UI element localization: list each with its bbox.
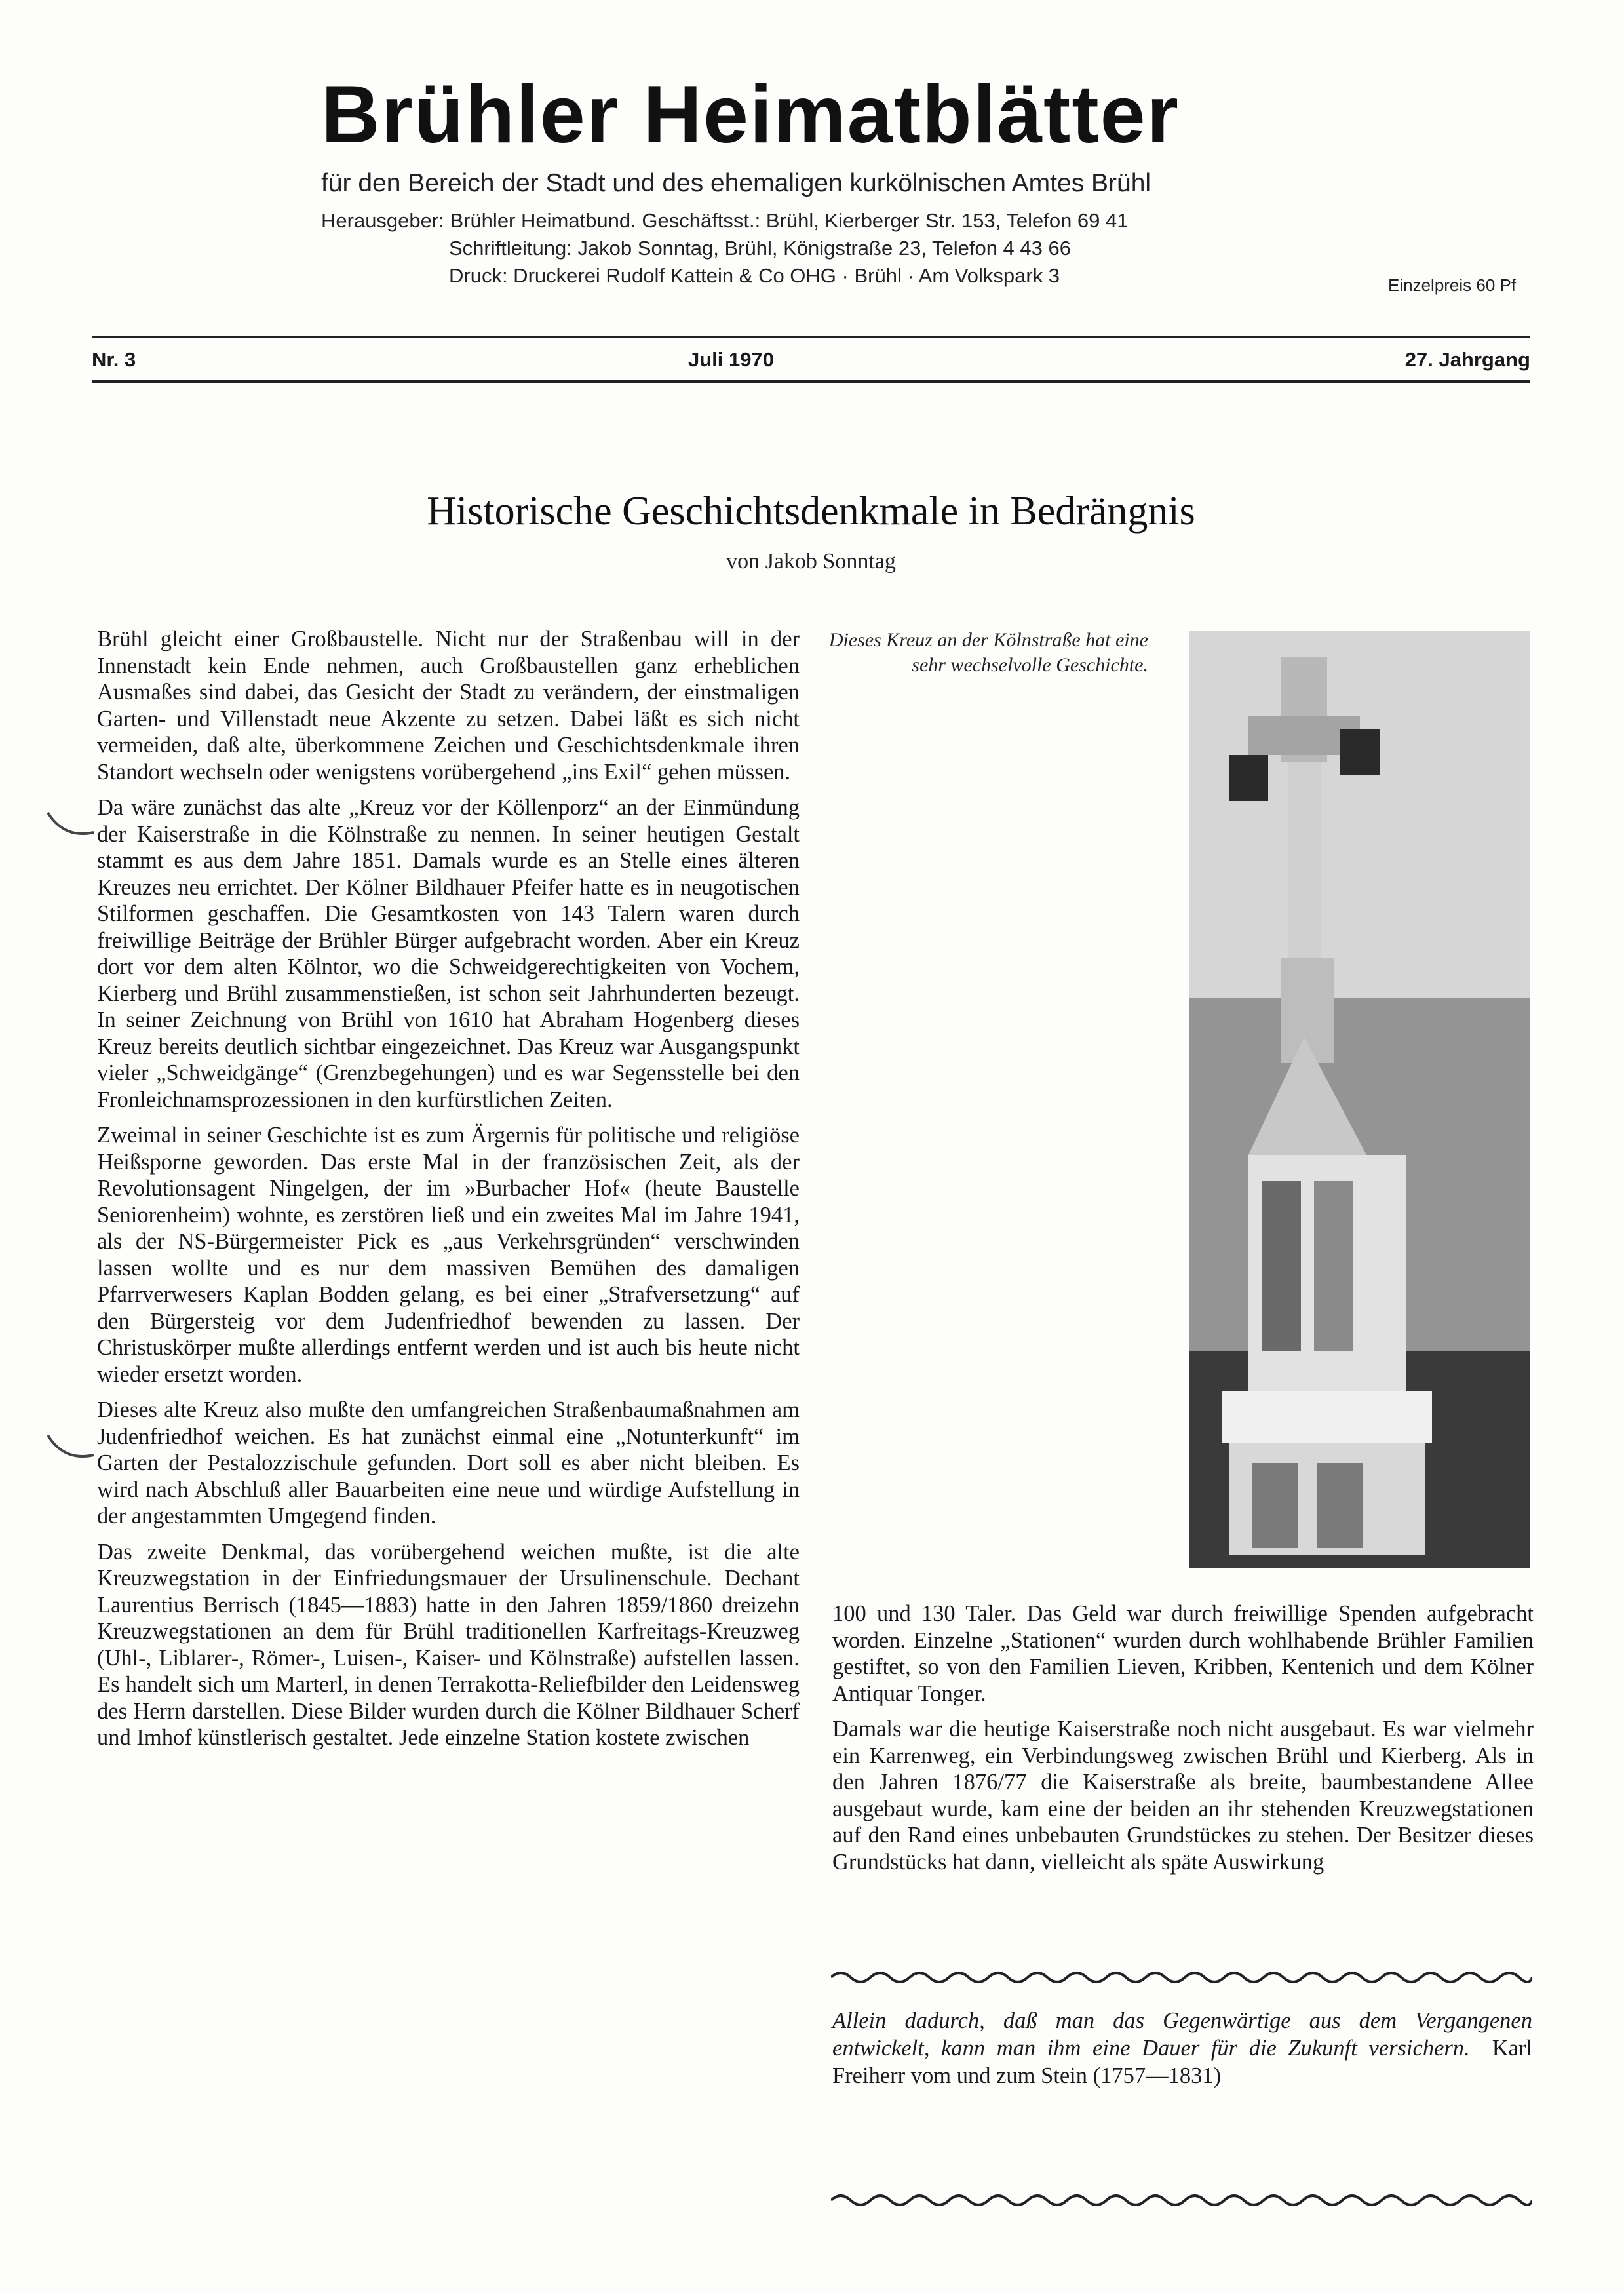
article-byline: von Jakob Sonntag <box>726 549 896 574</box>
issue-number: Nr. 3 <box>92 348 136 371</box>
cross-illustration <box>1189 631 1530 1568</box>
masthead <box>321 69 1540 290</box>
quote-author: Karl Freiherr vom und zum Stein (1757—1831) <box>832 2036 1532 2088</box>
paragraph: Dieses alte Kreuz also mußte den umfangreichen Straßenbaumaßnahmen am Judenfriedhof weichen. Es hat zunächst einmal eine „Notunterkunft“ im Garten der Pestalozzischule gefunden. Dort soll es aber nicht bleiben. Es wird nach Abschluß aller Bauarbeiten eine neue und würdige Aufstellung in der angestammten Umgegend finden. <box>97 1397 800 1528</box>
printer-line: Druck: Druckerei Rudolf Kattein & Co OHG · Brühl · Am Volkspark 3 <box>449 264 1060 288</box>
issue-volume: 27. Jahrgang <box>1404 348 1530 371</box>
ornamental-divider-top <box>831 1966 1532 1989</box>
single-copy-price: Einzelpreis 60 Pf <box>1388 275 1517 295</box>
photo-caption: Dieses Kreuz an der Kölnstraße hat eine sehr wechselvolle Geschichte. <box>828 629 1148 676</box>
wayside-cross-photo <box>1189 631 1530 1568</box>
article-column-left <box>97 626 800 1760</box>
issue-date: Juli 1970 <box>687 348 774 371</box>
header-rule-bottom <box>92 380 1530 383</box>
ornamental-divider-bottom <box>831 2189 1532 2211</box>
publication-title: Brühler Heimatblätter <box>321 69 1180 160</box>
editor-line: Schriftleitung: Jakob Sonntag, Brühl, Königstraße 23, Telefon 4 43 66 <box>449 237 1071 260</box>
article-title: Historische Geschichtsdenkmale in Bedrängnis <box>427 489 1195 534</box>
binder-mark-icon <box>45 806 97 846</box>
paragraph: 100 und 130 Taler. Das Geld war durch freiwillige Spenden aufgebracht worden. Einzelne „Stationen“ wurden durch wohlhabende Brühler Familien gestiftet, so von den Familien Lieven, Kribben, Kentenich und dem Kölner Antiquar Tonger. <box>832 1601 1534 1706</box>
header-rule-top <box>92 336 1530 338</box>
quotation-box <box>832 2007 1532 2090</box>
paragraph: Brühl gleicht einer Großbaustelle. Nicht nur der Straßenbau will in der Innenstadt kein Ende nehmen, auch Großbaustellen ganz erheblichen Ausmaßes sind dabei, das Gesicht der Stadt zu verändern, der einstmaligen Garten- und Villenstadt neue Akzente zu setzen. Dabei läßt es sich nicht vermeiden, daß alte, überkommene Zeichen und Geschichtsdenkmale ihren Standort wechseln oder wenigstens vorübergehend „ins Exil“ gehen müssen. <box>97 627 800 785</box>
paragraph: Da wäre zunächst das alte „Kreuz vor der Köllenporz“ an der Einmündung der Kaiserstraße in die Kölnstraße zu nennen. In seiner heutigen Gestalt stammt es aus dem Jahre 1851. Damals wurde es an Stelle eines älteren Kreuzes neu errichtet. Der Kölner Bildhauer Pfeifer hatte es in neugotischen Stilformen geschaffen. Die Gesamtkosten von 143 Talern waren durch freiwillige Beiträge der Brühler Bürger aufgebracht worden. Aber ein Kreuz dort vor dem alten Kölntor, wo die Schweidgerechtigkeiten von Vochem, Kierberg und Brühl zusammenstießen, ist schon seit Jahrhunderten bezeugt. In seiner Zeichnung von Brühl von 1610 hat Abraham Hogenberg dieses Kreuz bereits deutlich sichtbar eingezeichnet. Das Kreuz war Ausgangspunkt vieler „Schweidgänge“ (Grenzbegehungen) und es war Segensstelle bei den Fronleichnamsprozessionen in den kurfürstlichen Zeiten. <box>97 795 800 1112</box>
binder-mark-icon <box>45 1429 97 1468</box>
paragraph: Das zweite Denkmal, das vorübergehend weichen mußte, ist die alte Kreuzwegstation in der Einfriedungsmauer der Ursulinenschule. Dechant Laurentius Berrisch (1845—1883) hatte in den Jahren 1859/1860 dreizehn Kreuzwegstationen an dem für Brühl traditionellen Karfreitags-Kreuzweg (Uhl-, Liblarer-, Römer-, Luisen-, Kaiser- und Kölnstraße) aufstellen lassen. Es handelt sich um Marterl, in denen Terrakotta-Reliefbilder den Leidensweg des Herrn darstellen. Diese Bilder wurden durch die Kölner Bildhauer Scherf und Imhof künstlerisch gestaltet. Jede einzelne Station kostete zwischen <box>97 1539 800 1750</box>
issue-bar <box>92 341 1530 379</box>
paragraph: Zweimal in seiner Geschichte ist es zum Ärgernis für politische und religiöse Heißsporne geworden. Das erste Mal in der französischen Zeit, als der Revolutionsagent Ningelgen, der im »Burbacher Hof« (heute Baustelle Seniorenheim) wohnte, es zerstören ließ und ein zweites Mal im Jahre 1941, als der NS-Bürgermeister Pick es „aus Verkehrsgründen“ verschwinden lassen wollte und es nur dem massiven Bemühen des damaligen Pfarrverwesers Kaplan Bodden gelang, es bei einer „Strafversetzung“ auf den Bürgersteig vor dem Judenfriedhof bewenden zu lassen. Der Christuskörper mußte allerdings entfernt werden und ist auch bis heute nicht wieder ersetzt worden. <box>97 1123 800 1387</box>
publisher-info <box>321 207 1540 290</box>
publication-subtitle: für den Bereich der Stadt und des ehemaligen kurkölnischen Amtes Brühl <box>321 169 1151 198</box>
article-column-right <box>832 1601 1534 1884</box>
paragraph: Damals war die heutige Kaiserstraße noch nicht ausgebaut. Es war vielmehr ein Karrenweg, ein Verbindungsweg zwischen Brühl und Kierberg. Als in den Jahren 1876/77 die Kaiserstraße als breite, baumbestandene Allee ausgebaut wurde, kam eine der beiden an ihr stehenden Kreuzwegstationen auf den Rand eines unbebauten Grundstückes zu stehen. Der Besitzer dieses Grundstücks hat dann, vielleicht als späte Auswirkung <box>832 1717 1534 1875</box>
publisher-line: Herausgeber: Brühler Heimatbund. Geschäftsst.: Brühl, Kierberger Str. 153, Telefon 69 41 <box>321 209 1129 233</box>
quote-text: Allein dadurch, daß man das Gegenwärtige aus dem Vergangenen entwickelt, kann man ihm eine Dauer für die Zukunft versichern. <box>832 2008 1532 2061</box>
